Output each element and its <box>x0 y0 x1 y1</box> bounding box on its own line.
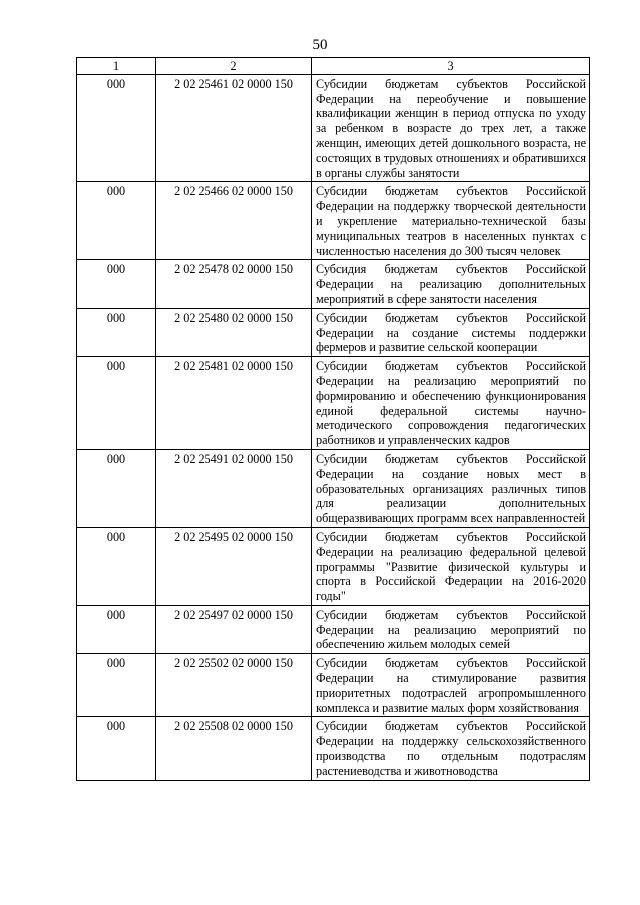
administrator-code-cell: 000 <box>77 527 156 605</box>
revenue-description-cell: Субсидии бюджетам субъектов Российской Федерации на создание системы поддержки фермеров и развитие сельской кооперации <box>312 308 590 356</box>
revenue-code-cell: 2 02 25491 02 0000 150 <box>156 449 312 527</box>
administrator-code-cell: 000 <box>77 260 156 308</box>
revenue-description-cell: Субсидии бюджетам субъектов Российской Федерации на переобучение и повышение квалификации женщин в период отпуска по уходу за ребенком в возрасте до трех лет, а также женщин, имеющих детей дошкольного возраста, не состоящих в трудовых отношениях и обратившихся в органы службы занятости <box>312 74 590 182</box>
page-number: 50 <box>312 37 328 53</box>
administrator-code-cell: 000 <box>77 182 156 260</box>
table-row <box>77 654 590 717</box>
column-header-3: 3 <box>312 58 590 75</box>
revenue-description-cell: Субсидии бюджетам субъектов Российской Федерации на реализацию федеральной целевой программы "Развитие физической культуры и спорта в Российской Федерации на 2016-2020 годы" <box>312 527 590 605</box>
administrator-code-cell: 000 <box>77 605 156 653</box>
table-row <box>77 182 590 260</box>
revenue-code-cell: 2 02 25466 02 0000 150 <box>156 182 312 260</box>
administrator-code-cell: 000 <box>77 308 156 356</box>
table-row <box>77 308 590 356</box>
revenue-code-cell: 2 02 25508 02 0000 150 <box>156 717 312 780</box>
table-header-row <box>77 58 590 75</box>
revenue-description-cell: Субсидии бюджетам субъектов Российской Федерации на поддержку сельскохозяйственного производства по отдельным подотраслям растениеводства и животноводства <box>312 717 590 780</box>
revenue-code-cell: 2 02 25495 02 0000 150 <box>156 527 312 605</box>
administrator-code-cell: 000 <box>77 449 156 527</box>
revenue-code-cell: 2 02 25480 02 0000 150 <box>156 308 312 356</box>
table-row <box>77 605 590 653</box>
column-header-2: 2 <box>156 58 312 75</box>
revenue-description-cell: Субсидии бюджетам субъектов Российской Федерации на стимулирование развития приоритетных подотраслей агропромышленного комплекса и развитие малых форм хозяйствования <box>312 654 590 717</box>
table-row <box>77 449 590 527</box>
table-row <box>77 527 590 605</box>
revenue-code-cell: 2 02 25478 02 0000 150 <box>156 260 312 308</box>
administrator-code-cell: 000 <box>77 654 156 717</box>
administrator-code-cell: 000 <box>77 717 156 780</box>
revenue-description-cell: Субсидия бюджетам субъектов Российской Федерации на реализацию дополнительных мероприятий в сфере занятости населения <box>312 260 590 308</box>
revenue-code-cell: 2 02 25502 02 0000 150 <box>156 654 312 717</box>
revenue-description-cell: Субсидии бюджетам субъектов Российской Федерации на реализацию мероприятий по обеспечению жильем молодых семей <box>312 605 590 653</box>
column-header-1: 1 <box>77 58 156 75</box>
revenue-description-cell: Субсидии бюджетам субъектов Российской Федерации на реализацию мероприятий по формированию и обеспечению функционирования единой федеральной системы научно-методического сопровождения педагогических работников и управленческих кадров <box>312 357 590 450</box>
revenue-code-cell: 2 02 25461 02 0000 150 <box>156 74 312 182</box>
revenue-description-cell: Субсидии бюджетам субъектов Российской Федерации на поддержку творческой деятельности и укрепление материально-технической базы муниципальных театров в населенных пунктах с численностью населения до 300 тысяч человек <box>312 182 590 260</box>
revenue-code-cell: 2 02 25481 02 0000 150 <box>156 357 312 450</box>
revenue-code-cell: 2 02 25497 02 0000 150 <box>156 605 312 653</box>
table-row <box>77 357 590 450</box>
administrator-code-cell: 000 <box>77 357 156 450</box>
table-row <box>77 260 590 308</box>
budget-classification-table <box>76 57 590 781</box>
table-row <box>77 74 590 182</box>
revenue-description-cell: Субсидии бюджетам субъектов Российской Федерации на создание новых мест в образовательных организациях различных типов для реализации дополнительных общеразвивающих программ всех направленностей <box>312 449 590 527</box>
table-row <box>77 717 590 780</box>
administrator-code-cell: 000 <box>77 74 156 182</box>
